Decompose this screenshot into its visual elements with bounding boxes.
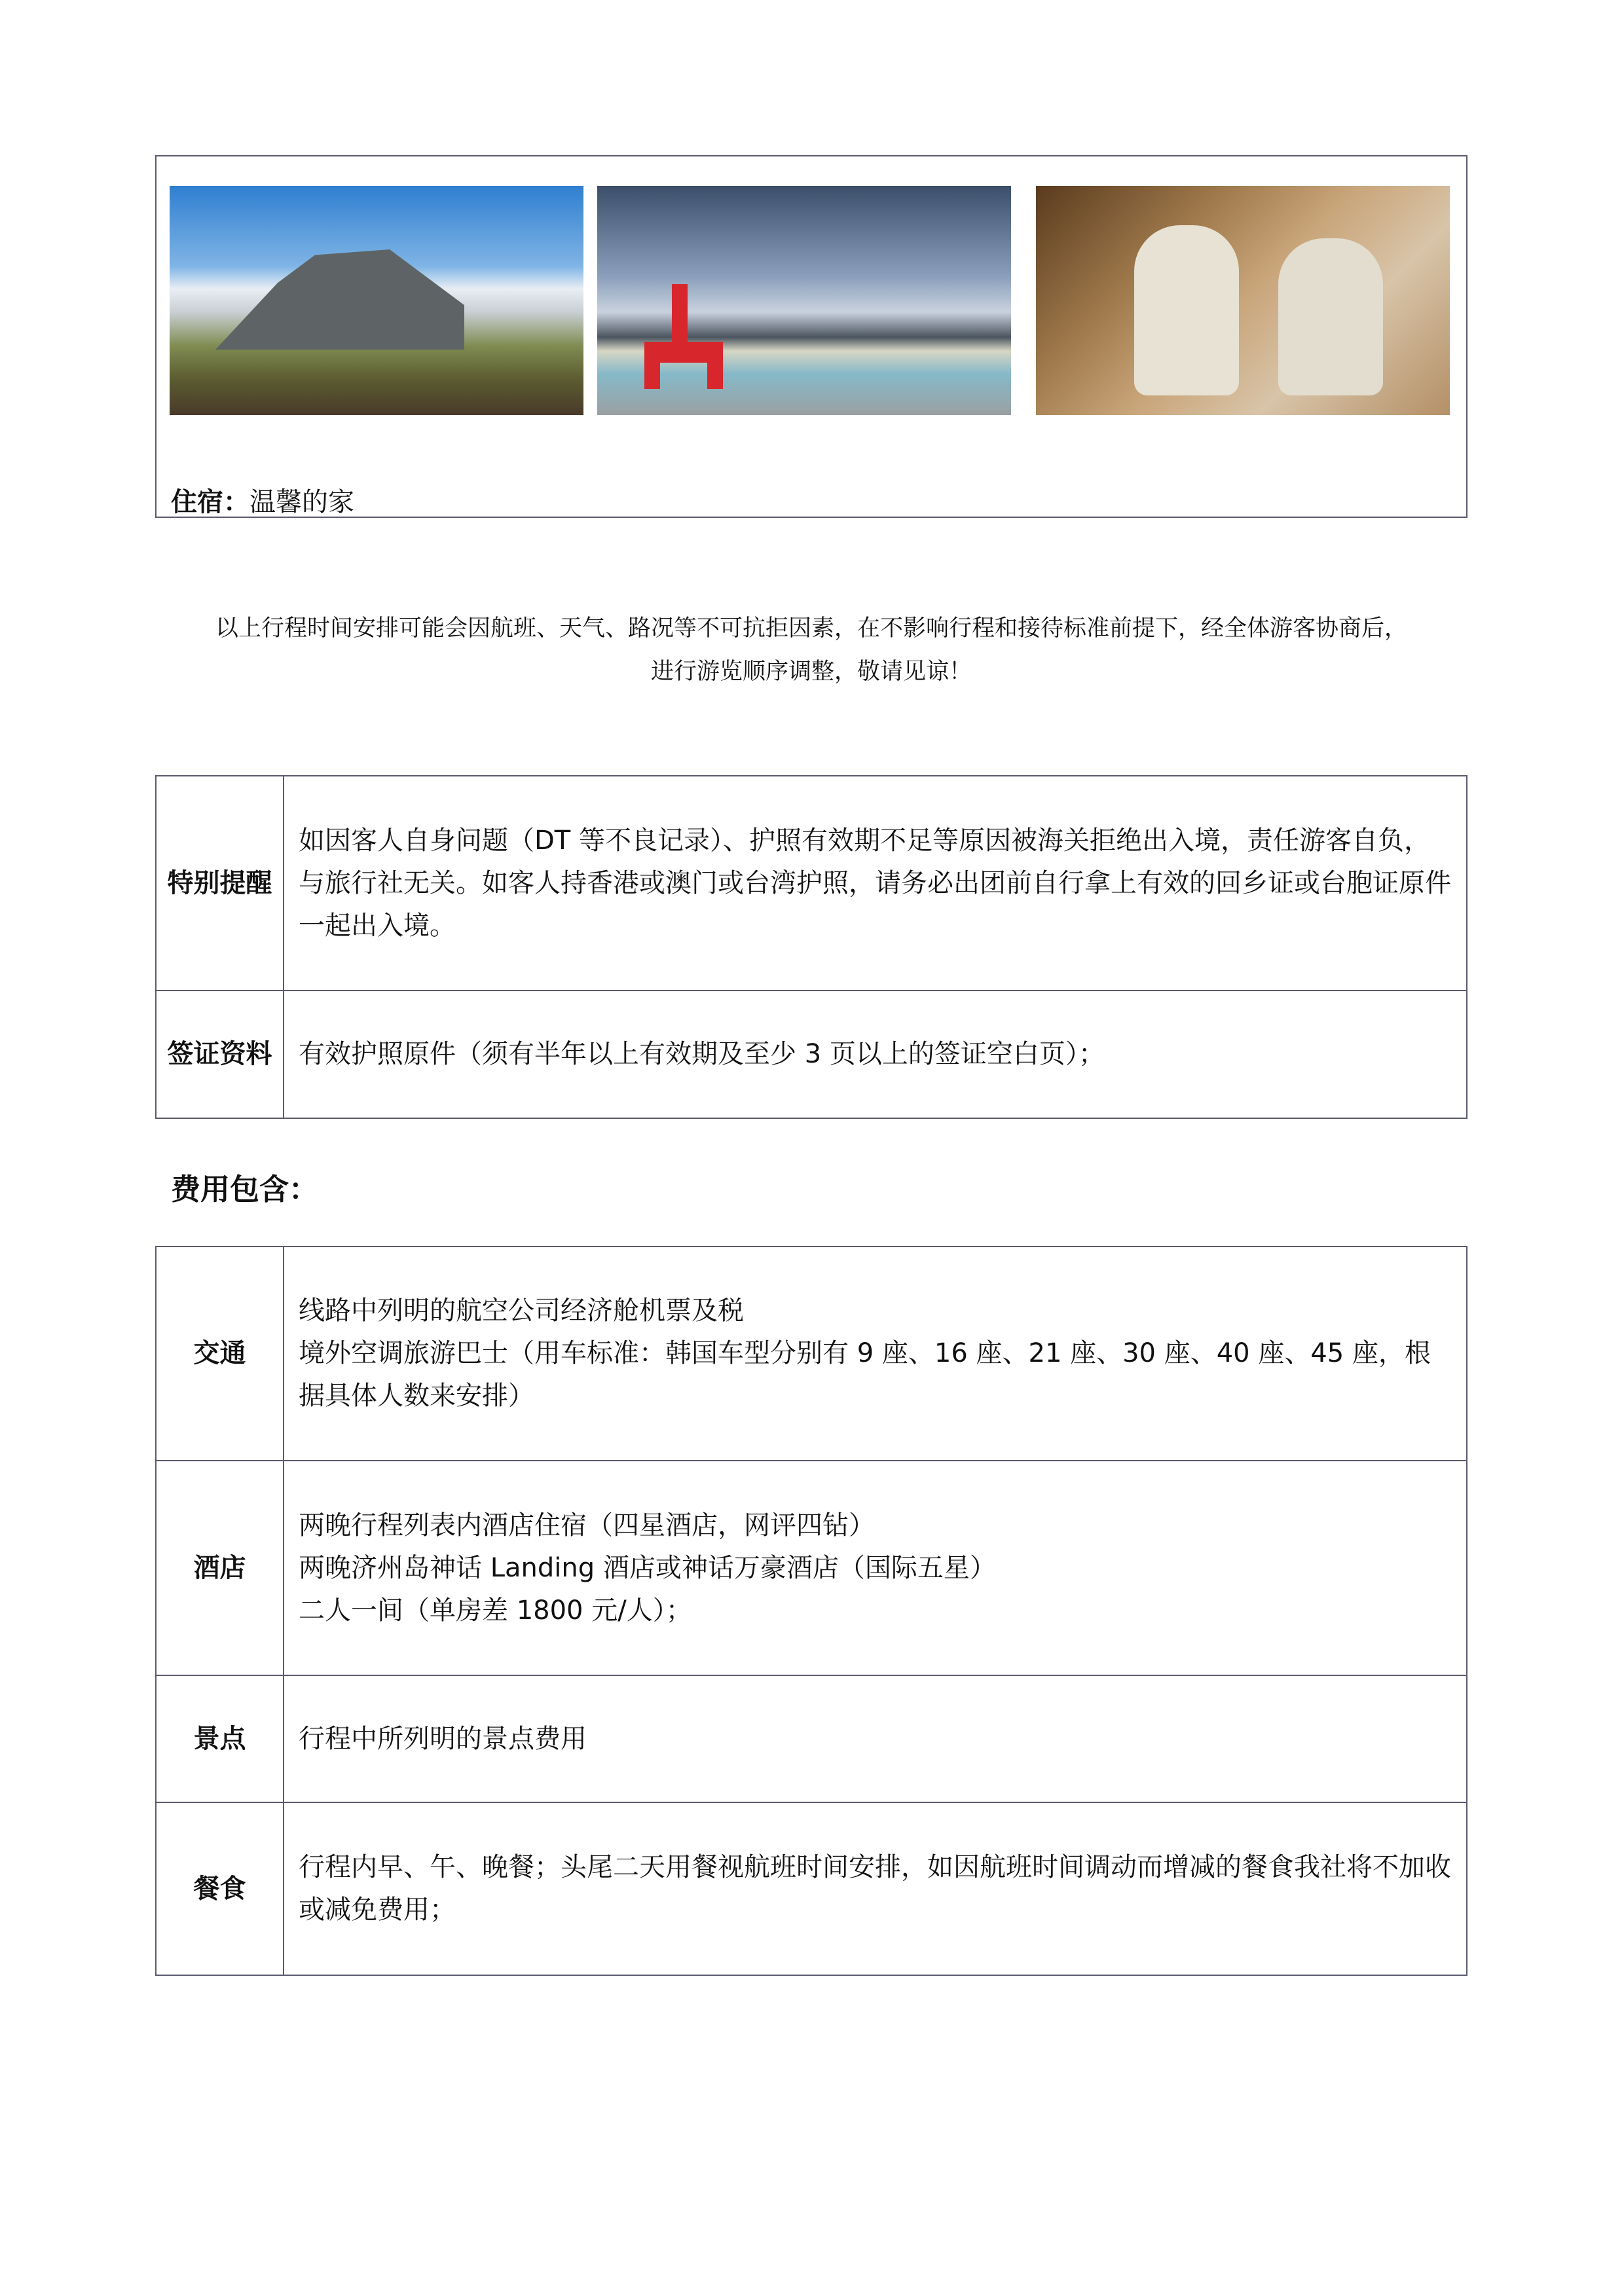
row-label: 特别提醒 bbox=[156, 776, 284, 991]
lodging-value: 温馨的家 bbox=[249, 487, 354, 517]
table-row bbox=[156, 1247, 1467, 1461]
content-line: 境外空调旅游巴士（用车标准：韩国车型分别有 9 座、16 座、21 座、30 座、40 座、45 座，根据具体人数来安排） bbox=[299, 1338, 1431, 1411]
row-label: 酒店 bbox=[156, 1461, 284, 1675]
notice-line-1: 以上行程时间安排可能会因航班、天气、路况等不可抗拒因素，在不影响行程和接待标准前提下，经全体游客协商后， bbox=[215, 615, 1407, 642]
table-row bbox=[156, 991, 1467, 1118]
red-horse-lighthouse-photo bbox=[597, 186, 1011, 415]
table-row bbox=[156, 1802, 1467, 1975]
fees-table bbox=[155, 1246, 1467, 1976]
row-label: 交通 bbox=[156, 1247, 284, 1461]
mountain-landscape-photo bbox=[170, 186, 583, 415]
content-line: 线路中列明的航空公司经济舱机票及税 bbox=[299, 1296, 744, 1326]
row-content: 行程中所列明的景点费用 bbox=[284, 1675, 1467, 1802]
row-content: 有效护照原件（须有半年以上有效期及至少 3 页以上的签证空白页）； bbox=[284, 991, 1467, 1118]
notice-line-2: 进行游览顺序调整，敬请见谅！ bbox=[650, 659, 972, 685]
row-content bbox=[284, 1461, 1467, 1675]
row-content: 如因客人自身问题（DT 等不良记录）、护照有效期不足等原因被海关拒绝出入境，责任游客自负，与旅行社无关。如客人持香港或澳门或台湾护照，请务必出团前自行拿上有效的回乡证或台胞证原件一起出入境。 bbox=[284, 776, 1467, 991]
content-line: 两晚行程列表内酒店住宿（四星酒店，网评四钻） bbox=[299, 1510, 875, 1540]
lodging-label: 住宿： bbox=[171, 487, 249, 517]
fees-heading: 费用包含： bbox=[171, 1172, 319, 1207]
content-line: 两晚济州岛神话 Landing 酒店或神话万豪酒店（国际五星） bbox=[299, 1552, 996, 1583]
table-row bbox=[156, 1461, 1467, 1675]
table-row bbox=[156, 1675, 1467, 1802]
table-row bbox=[156, 776, 1467, 991]
sauna-photo bbox=[1036, 186, 1450, 415]
row-label: 餐食 bbox=[156, 1802, 284, 1975]
row-label: 景点 bbox=[156, 1675, 284, 1802]
row-content: 行程内早、午、晚餐；头尾二天用餐视航班时间安排，如因航班时间调动而增减的餐食我社将不加收或减免费用； bbox=[284, 1802, 1467, 1975]
content-line: 二人一间（单房差 1800 元/人）； bbox=[299, 1595, 692, 1626]
lodging-info bbox=[171, 481, 354, 519]
reminders-table bbox=[155, 775, 1467, 1119]
row-content bbox=[284, 1247, 1467, 1461]
row-label: 签证资料 bbox=[156, 991, 284, 1118]
